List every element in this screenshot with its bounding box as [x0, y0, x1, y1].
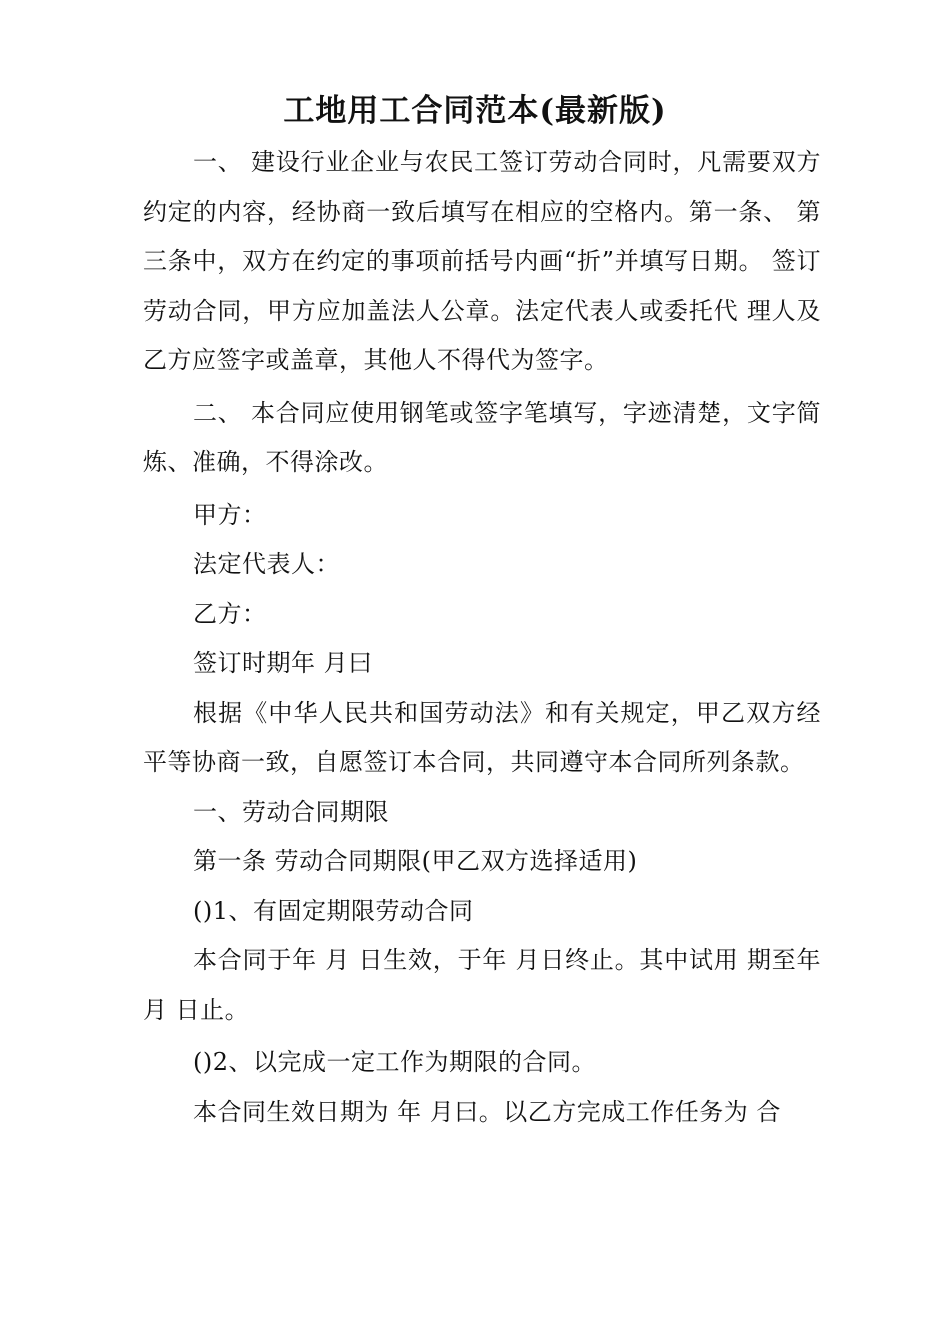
- paragraph-task-based-dates: 本合同生效日期为 年 月曰。以乙方完成工作任务为 合: [193, 1097, 781, 1126]
- section-heading-contract-term: 一、劳动合同期限: [193, 797, 389, 826]
- field-party-b: 乙方：: [193, 599, 267, 628]
- option-task-based: ()2、以完成一定工作为期限的合同。: [193, 1048, 596, 1076]
- paragraph-instruction-2: 二、 本合同应使用钢笔或签字笔填写，字迹清楚，文字简炼、准确，不得涂改。: [143, 398, 821, 476]
- paragraph-fixed-term-dates: 本合同于年 月 日生效，于年 月日终止。其中试用 期至年 月 日止。: [143, 946, 821, 1024]
- document-title: 工地用工合同范本(最新版): [283, 93, 667, 129]
- paragraph-instruction-1: 一、 建设行业企业与农民工签订劳动合同时，凡需要双方约定的内容，经协商一致后填写在相应的空格内。第一条、 第三条中，双方在约定的事项前括号内画“折”并填写日期。 签订劳动合同，甲方应加盖法人公章。法定代表人或委托代 理人及乙方应签字或盖章，其他人不得代为签字。: [143, 148, 821, 374]
- article-1-heading: 第一条 劳动合同期限(甲乙双方选择适用): [193, 847, 638, 875]
- field-party-a: 甲方：: [193, 500, 267, 529]
- paragraph-preamble: 根据《中华人民共和国劳动法》和有关规定，甲乙双方经平等协商一致，自愿签订本合同，共同遵守本合同所列条款。: [143, 698, 821, 776]
- option-fixed-term: ()1、有固定期限劳动合同: [193, 896, 474, 925]
- field-signing-date: 签订时期年 月曰: [193, 649, 373, 677]
- field-legal-representative: 法定代表人：: [193, 550, 340, 578]
- document-body: [143, 138, 821, 1137]
